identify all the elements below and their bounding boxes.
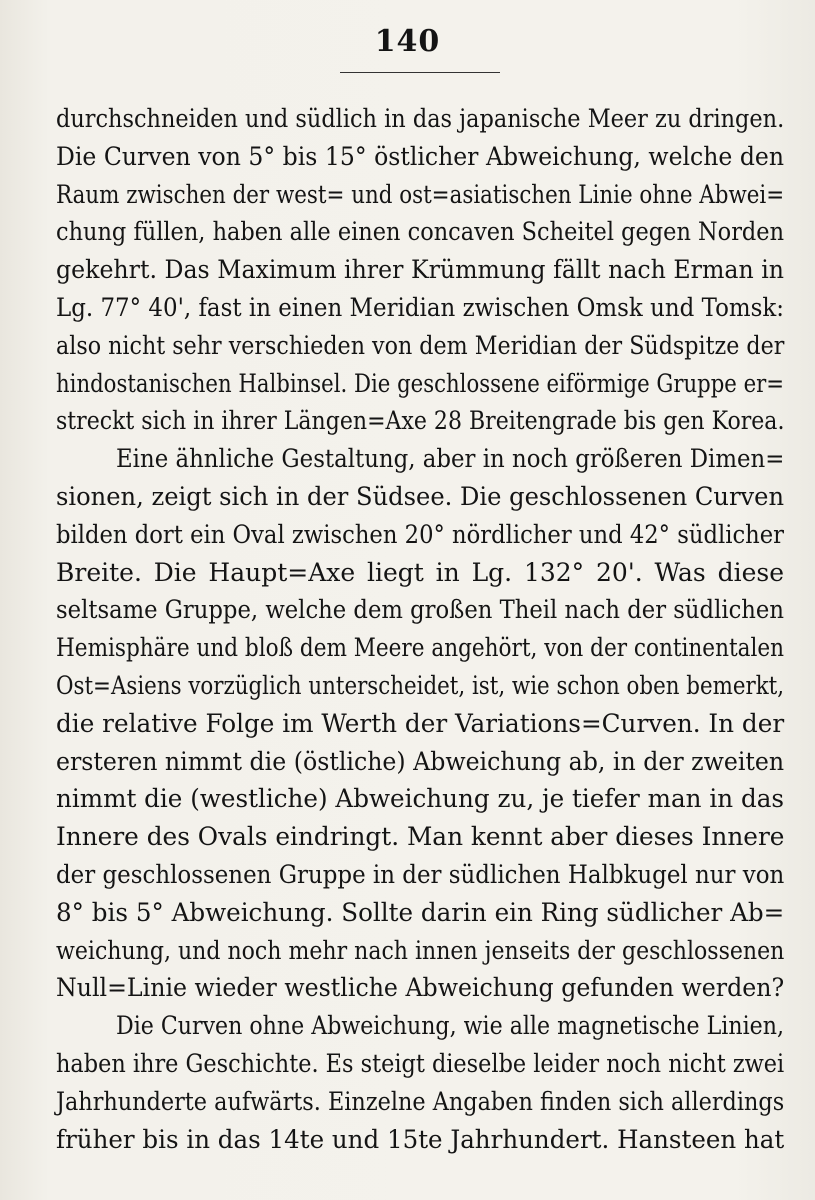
text-line [56,932,784,970]
text-line [56,327,784,365]
text-line-content: nimmt die (westliche) Abweichung zu, je tiefer man in das [56,784,785,814]
text-line [56,1121,784,1159]
text-line [56,1083,784,1121]
text-line-content: Innere des Ovals eindringt. Man kennt aber dieses Innere [56,822,785,852]
text-line [56,365,784,403]
text-line [56,780,784,818]
text-line-content: also nicht sehr verschieden von dem Meridian der Südspitze der [56,330,785,360]
text-line-content: streckt sich in ihrer Längen=Axe 28 Breitengrade bis gen Korea. [56,406,785,436]
text-line-content: durchschneiden und südlich in das japanische Meer zu dringen. [56,104,785,133]
text-line-content: haben ihre Geschichte. Es steigt dieselbe leider noch nicht zwei [56,1048,785,1078]
text-line-content: weichung, und noch mehr nach innen jenseits der geschlossenen [56,935,785,965]
text-line [56,213,784,251]
text-line-content: die relative Folge im Werth der Variations=Curven. In der [56,708,785,738]
text-line-content: Breite. Die Haupt=Axe liegt in Lg. 132° 20'. Was diese [56,557,784,587]
text-line-content: früher bis in das 14te und 15te Jahrhundert. Hansteen hat [56,1124,785,1154]
text-line [56,478,784,516]
text-line-content: sionen, zeigt sich in der Südsee. Die geschlossenen Curven [56,481,785,511]
text-line [56,138,784,176]
text-line-content: seltsame Gruppe, welche dem großen Theil nach der südlichen [56,595,784,625]
text-line [56,591,784,629]
text-line [56,516,784,554]
text-line [56,667,784,705]
text-line-content: Ost=Asiens vorzüglich unterscheidet, ist, wie schon oben bemerkt, [56,670,785,700]
text-line [56,705,784,743]
text-line [56,100,784,138]
text-line [56,1045,784,1083]
text-line [56,176,784,214]
text-line-content: Die Curven von 5° bis 15° östlicher Abweichung, welche den [56,141,785,171]
text-line [56,629,784,667]
text-line [56,856,784,894]
text-line-content: der geschlossenen Gruppe in der südlichen Halbkugel nur von [56,859,785,889]
text-line-content: bilden dort ein Oval zwischen 20° nördlicher und 42° südlicher [56,519,784,549]
text-line [56,402,784,440]
text-line [56,969,784,1007]
text-line-content: Eine ähnliche Gestaltung, aber in noch größeren Dimen= [116,444,785,474]
page-number: 140 [374,24,441,59]
text-line-content: Die Curven ohne Abweichung, wie alle magnetische Linien, [116,1011,785,1041]
text-line-content: Raum zwischen der west= und ost=asiatischen Linie ohne Abwei= [56,179,785,209]
text-line [56,1007,784,1045]
text-line-content: ersteren nimmt die (östliche) Abweichung ab, in der zweiten [56,746,785,776]
text-line [56,743,784,781]
text-line-content: Hemisphäre und bloß dem Meere angehört, von der continentalen [56,633,785,663]
text-line-content: Jahrhunderte aufwärts. Einzelne Angaben finden sich allerdings [56,1086,785,1116]
text-line [56,554,784,592]
text-line-content: 8° bis 5° Abweichung. Sollte darin ein Ring südlicher Ab= [56,897,785,927]
text-line-content: Null=Linie wieder westliche Abweichung gefunden werden? [56,973,785,1003]
text-line-content: gekehrt. Das Maximum ihrer Krümmung fällt nach Erman in [56,255,785,285]
text-line [56,289,784,327]
text-line [56,894,784,932]
body-text [56,100,784,1158]
header-rule [340,72,500,73]
text-line [56,440,784,478]
text-line-content: hindostanischen Halbinsel. Die geschlossene eiförmige Gruppe er= [56,368,785,398]
text-line-content: chung füllen, haben alle einen concaven Scheitel gegen Norden [56,217,785,247]
text-line-content: Lg. 77° 40', fast in einen Meridian zwischen Omsk und Tomsk: [56,292,785,322]
text-line [56,251,784,289]
text-line [56,818,784,856]
